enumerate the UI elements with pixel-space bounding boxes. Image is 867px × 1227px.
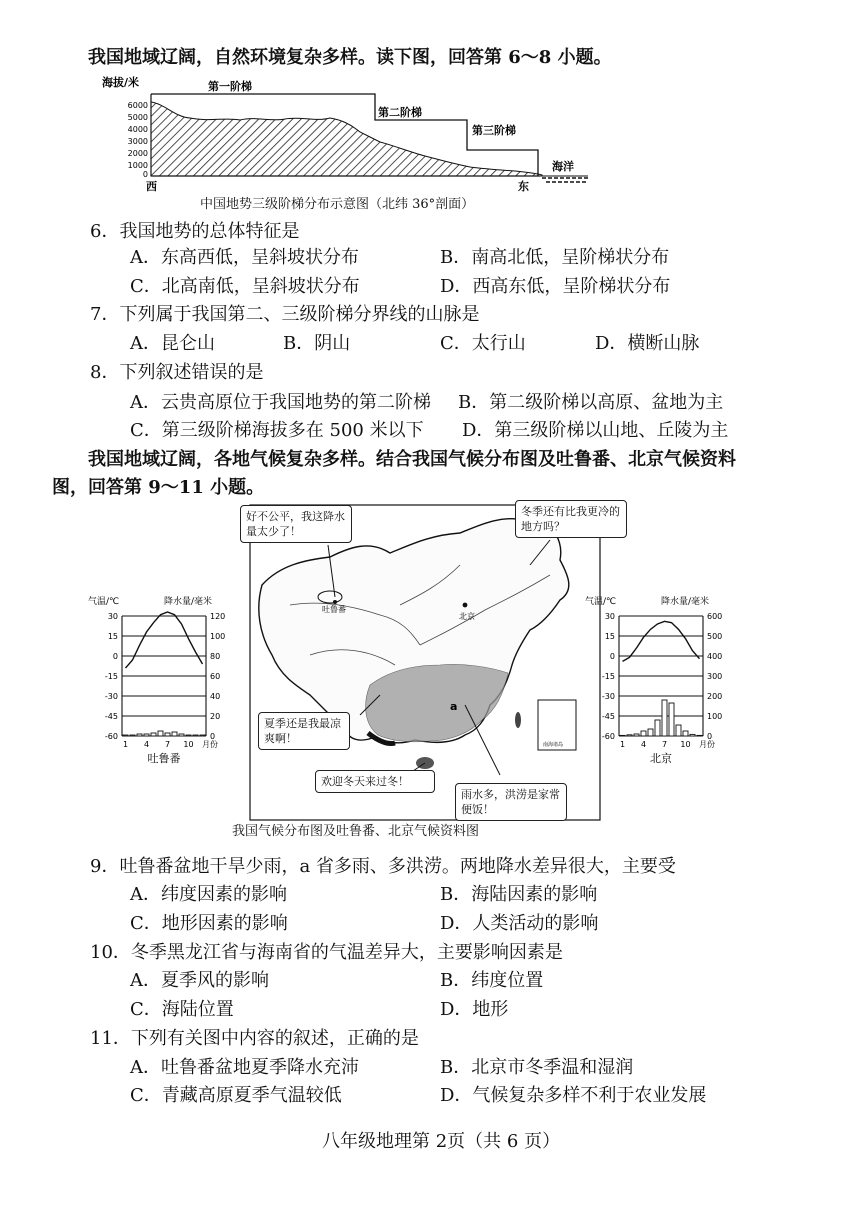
map-bubble-hainan: 欢迎冬天来过冬！ (315, 770, 435, 793)
tulufan-temp-tick: 30 (107, 612, 118, 621)
beijing-month-unit: 月份 (699, 740, 715, 749)
intro-9-11-line2: 图，回答第 9～11 小题。 (52, 477, 265, 498)
q11-option-d: D．气候复杂多样不利于农业发展 (440, 1085, 707, 1106)
tulufan-precip-bar (144, 734, 149, 736)
beijing-precip-bar (662, 700, 667, 736)
q9-option-d: D．人类活动的影响 (440, 913, 599, 934)
beijing-precip-bar (634, 734, 639, 736)
q9-stem: 9．吐鲁番盆地干旱少雨，a 省多雨、多洪涝。两地降水差异很大，主要受 (90, 856, 676, 877)
ocean-label: 海洋 (552, 160, 574, 173)
beijing-precip-tick: 100 (707, 712, 723, 721)
beijing-precip-tick: 500 (707, 632, 723, 641)
q10-option-b: B．纬度位置 (440, 970, 544, 991)
map-inset-label: 南海诸岛 (543, 742, 564, 748)
tulufan-precip-bar (172, 732, 177, 736)
tulufan-temp-tick: -15 (104, 672, 118, 681)
tulufan-temp-axis-title: 气温/℃ (88, 597, 120, 607)
map-label-a: a (450, 700, 458, 713)
q10-option-d: D．地形 (440, 999, 509, 1020)
map-label-beijing: 北京 (459, 612, 475, 621)
tulufan-month-tick: 7 (164, 740, 171, 749)
beijing-temp-tick: 15 (604, 632, 615, 641)
west-label: 西 (146, 180, 157, 193)
tulufan-precip-tick: 20 (210, 712, 221, 721)
q6-option-c: C．北高南低，呈斜坡状分布 (130, 276, 360, 297)
q7-option-b: B．阴山 (283, 333, 351, 354)
beijing-precip-bar (683, 731, 688, 736)
q8-option-b: B．第二级阶梯以高原、盆地为主 (458, 392, 724, 413)
tulufan-precip-bar (186, 735, 191, 736)
svg-text:2000: 2000 (127, 149, 148, 158)
tulufan-temp-tick: -60 (104, 732, 118, 741)
q6-option-b: B．南高北低，呈阶梯状分布 (440, 247, 670, 268)
beijing-temp-axis-title: 气温/℃ (585, 597, 617, 607)
beijing-precip-bar (620, 735, 625, 736)
q9-option-b: B．海陆因素的影响 (440, 884, 598, 905)
tulufan-precip-tick: 120 (210, 612, 226, 621)
beijing-precip-tick: 300 (707, 672, 723, 681)
step3-label: 第三阶梯 (472, 124, 516, 137)
q10-option-a: A．夏季风的影响 (130, 970, 269, 991)
tulufan-month-unit: 月份 (202, 740, 218, 749)
q8-option-a: A．云贵高原位于我国地势的第二阶梯 (130, 392, 431, 413)
beijing-precip-bar (690, 734, 695, 736)
svg-text:1000: 1000 (127, 161, 148, 170)
beijing-precip-bar (676, 725, 681, 736)
svg-text:5000: 5000 (127, 113, 148, 122)
tulufan-station-name: 吐鲁番 (147, 752, 181, 765)
terrain-caption: 中国地势三级阶梯分布示意图（北纬 36°剖面） (200, 197, 475, 212)
svg-text:3000: 3000 (127, 137, 148, 146)
tulufan-precip-bar (137, 734, 142, 736)
beijing-month-tick: 4 (640, 740, 647, 749)
q11-stem: 11．下列有关图中内容的叙述，正确的是 (90, 1028, 419, 1049)
tulufan-temp-tick: 0 (112, 652, 118, 661)
q6-option-d: D．西高东低，呈阶梯状分布 (440, 276, 671, 297)
page-footer: 八年级地理第 2页（共 6 页） (322, 1131, 561, 1152)
beijing-temp-tick: -30 (601, 692, 615, 701)
tulufan-precip-bar (130, 735, 135, 736)
terrain-profile-figure (102, 72, 600, 212)
tulufan-precip-bar (193, 735, 198, 736)
svg-text:0: 0 (142, 170, 148, 179)
tulufan-precip-tick: 80 (210, 652, 221, 661)
east-label: 东 (518, 180, 529, 193)
climate-chart-beijing (585, 592, 745, 770)
step1-label: 第一阶梯 (208, 80, 252, 93)
tulufan-precip-bar (179, 734, 184, 736)
intro-9-11-line1: 我国地域辽阔，各地气候复杂多样。结合我国气候分布图及吐鲁番、北京气候资料 (88, 449, 736, 470)
q6-option-a: A．东高西低，呈斜坡状分布 (130, 247, 359, 268)
terrain-mass (151, 102, 542, 176)
beijing-month-tick: 10 (680, 740, 691, 749)
q7-option-c: C．太行山 (440, 333, 526, 354)
beijing-precip-tick: 600 (707, 612, 723, 621)
beijing-precip-tick: 400 (707, 652, 723, 661)
beijing-month-tick: 7 (661, 740, 668, 749)
terrain-ylabel: 海拔/米 (102, 76, 140, 89)
beijing-precip-bar (669, 703, 674, 736)
beijing-temp-tick: -45 (601, 712, 615, 721)
tulufan-precip-tick: 40 (210, 692, 221, 701)
q11-option-c: C．青藏高原夏季气温较低 (130, 1085, 342, 1106)
map-bubble-a-province: 雨水多，洪涝是家常便饭！ (455, 783, 567, 821)
beijing-precip-tick: 0 (707, 732, 713, 741)
q10-stem: 10．冬季黑龙江省与海南省的气温差异大，主要影响因素是 (90, 942, 563, 963)
q8-option-d: D．第三级阶梯以山地、丘陵为主 (462, 420, 729, 441)
climate-chart-tulufan (88, 592, 248, 770)
map-bubble-tulufan: 好不公平，我这降水量太少了！ (240, 505, 352, 543)
beijing-precip-bar (641, 731, 646, 736)
tulufan-precip-bar (158, 731, 163, 736)
tulufan-precip-bar (200, 735, 205, 736)
q9-option-a: A．纬度因素的影响 (130, 884, 287, 905)
q9-option-c: C．地形因素的影响 (130, 913, 288, 934)
q11-option-b: B．北京市冬季温和湿润 (440, 1057, 634, 1078)
tulufan-precip-bar (151, 733, 156, 736)
beijing-temp-tick: -15 (601, 672, 615, 681)
tulufan-month-tick: 10 (183, 740, 194, 749)
beijing-precip-bar (655, 720, 660, 736)
tulufan-temp-tick: 15 (107, 632, 118, 641)
intro-6-8: 我国地域辽阔，自然环境复杂多样。读下图，回答第 6～8 小题。 (88, 47, 612, 68)
beijing-month-tick: 1 (619, 740, 626, 749)
map-bubble-heilongjiang: 冬季还有比我更冷的地方吗？ (515, 500, 627, 538)
tulufan-precip-bar (123, 735, 128, 736)
tulufan-temp-tick: -45 (104, 712, 118, 721)
tulufan-month-tick: 4 (143, 740, 150, 749)
beijing-temp-tick: 30 (604, 612, 615, 621)
step2-label: 第二阶梯 (378, 106, 422, 119)
q7-option-d: D．横断山脉 (595, 333, 700, 354)
beijing-station-name: 北京 (650, 752, 672, 765)
tulufan-precip-axis-title: 降水量/毫米 (164, 597, 213, 607)
tulufan-month-tick: 1 (122, 740, 129, 749)
beijing-temp-line (623, 621, 700, 661)
beijing-temp-tick: -60 (601, 732, 615, 741)
tulufan-precip-tick: 60 (210, 672, 221, 681)
beijing-precip-bar (648, 729, 653, 736)
q8-option-c: C．第三级阶梯海拔多在 500 米以下 (130, 420, 424, 441)
beijing-precip-bar (627, 735, 632, 736)
beijing-precip-bar (697, 735, 702, 736)
map-caption: 我国气候分布图及吐鲁番、北京气候资料图 (232, 824, 480, 839)
beijing-precip-tick: 200 (707, 692, 723, 701)
svg-text:4000: 4000 (127, 125, 148, 134)
tulufan-temp-tick: -30 (104, 692, 118, 701)
q6-stem: 6．我国地势的总体特征是 (90, 221, 300, 242)
tulufan-precip-bar (165, 733, 170, 736)
tulufan-precip-tick: 100 (210, 632, 226, 641)
svg-text:6000: 6000 (127, 101, 148, 110)
q11-option-a: A．吐鲁番盆地夏季降水充沛 (130, 1057, 359, 1078)
q7-stem: 7．下列属于我国第二、三级阶梯分界线的山脉是 (90, 304, 480, 325)
map-bubble-qingzang: 夏季还是我最凉爽啊！ (258, 712, 350, 750)
beijing-precip-axis-title: 降水量/毫米 (661, 597, 710, 607)
q7-option-a: A．昆仑山 (130, 333, 215, 354)
map-label-tulufan: 吐鲁番 (322, 605, 346, 614)
beijing-temp-tick: 0 (609, 652, 615, 661)
q10-option-c: C．海陆位置 (130, 999, 234, 1020)
tulufan-temp-line (126, 612, 203, 668)
q8-stem: 8．下列叙述错误的是 (90, 362, 264, 383)
tulufan-precip-tick: 0 (210, 732, 216, 741)
terrain-yticks (128, 101, 148, 179)
